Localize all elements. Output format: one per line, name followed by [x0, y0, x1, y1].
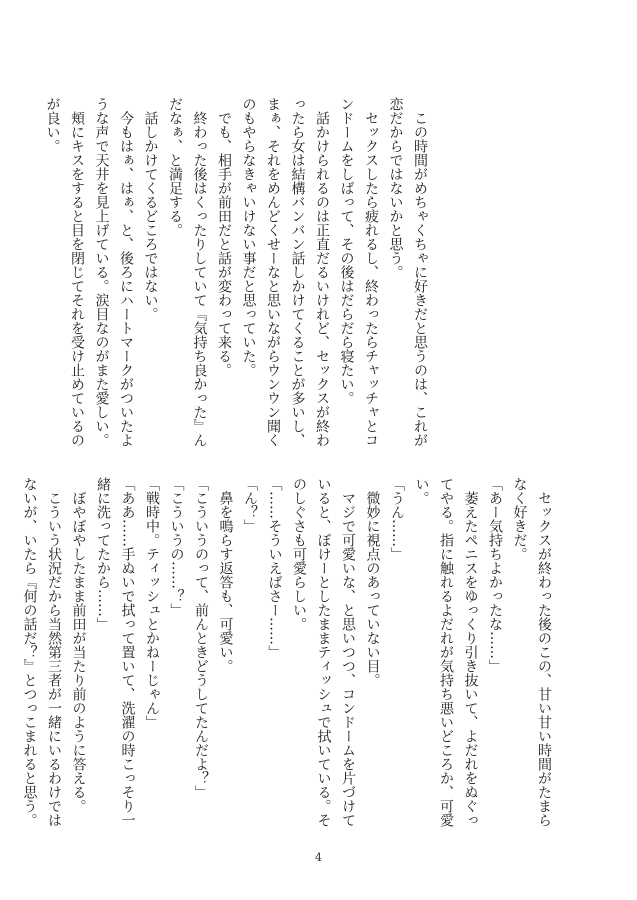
- text-line: でも、相手が前田だと話が変わって来る。: [216, 97, 232, 377]
- text-line: 「ああ……手ぬいで拭って置いて、洗濯の時こっそり一: [119, 477, 136, 827]
- text-line: こういう状況だから当然第三者が一緒にいるわけでは: [46, 477, 62, 827]
- text-line: 話かけられるのは正直だるいけれど、セックスが終わ: [314, 97, 330, 447]
- text-line: てやる。指に触れるよだれが気持ち悪いどころか、可愛: [438, 477, 454, 827]
- text-line: のもやらなきゃいけない事だと思っていた。: [240, 97, 257, 377]
- text-line: だなぁ、と満足する。: [167, 97, 183, 237]
- text-line: 今もはぁ、はぁ、と、後ろにハートマークがついたよ: [118, 97, 134, 447]
- text-line: 「戦時中。ティッシュとかねーじゃん」: [144, 477, 160, 729]
- text-line: セックスが終わった後のこの、甘い甘い時間がたまら: [536, 477, 552, 827]
- text-line: なく好きだ。: [511, 477, 528, 561]
- text-line: い。: [413, 477, 430, 505]
- text-line: マジで可愛いな、と思いつつ、コンドームを片づけて: [340, 477, 356, 827]
- text-line: 萎えたペニスをゆっくり引き抜いて、よだれをぬぐっ: [462, 477, 479, 827]
- text-line: 「うん……」: [389, 477, 405, 561]
- text-line: 微妙に視点のあっていない目。: [364, 477, 381, 687]
- text-line: 話しかけてくるどころではない。: [142, 97, 159, 321]
- text-line: この時間がめちゃくちゃに好きだと思うのは、これが: [412, 97, 428, 447]
- page-number: 4: [315, 851, 322, 864]
- text-line: ないが、いたら『何の話だ？』とつっこまれると思う。: [21, 477, 38, 827]
- bottom-text-block: [21, 477, 556, 832]
- text-line: いると、ぼけーとしたままティッシュで拭いている。そ: [315, 477, 332, 827]
- top-text-block: [44, 97, 432, 447]
- text-line: 頬にキスをすると目を閉じてそれを受け止めているの: [69, 97, 85, 447]
- text-line: セックスしたら疲れるし、終わったらチャッチャとコ: [363, 97, 379, 447]
- text-line: のしぐさも可愛らしい。: [291, 477, 307, 631]
- text-line: 「……そういえばさー……」: [266, 477, 283, 659]
- text-line: ンドームをしばって、その後はだらだら寝たい。: [338, 97, 355, 405]
- text-line: 鼻を鳴らす返答も、可愛い。: [217, 477, 234, 673]
- text-line: 「こういうの……？」: [168, 477, 185, 617]
- text-line: 「あー気持ちよかったな……」: [487, 477, 503, 673]
- text-line: 「ん？」: [242, 477, 258, 533]
- text-line: が良い。: [44, 97, 61, 153]
- text-line: 緒に洗ってたから……」: [95, 477, 111, 631]
- text-line: うな声で天井を見上げている。涙目なのがまた愛しい。: [93, 97, 110, 447]
- text-line: まぁ、それをめんどくせーなと思いながらウンウン聞く: [265, 97, 281, 447]
- text-line: 「こういうのって、前んときどうしてたんだよ？」: [193, 477, 209, 799]
- text-line: 終わった後はくったりしていて『気持ち良かった』ん: [191, 97, 208, 447]
- text-line: ったら女は結構バンバン話しかけてくることが多いし、: [289, 97, 306, 447]
- text-line: 恋だからではないかと思う。: [387, 97, 404, 279]
- text-line: ぼやぼやしたまま前田が当たり前のように答える。: [70, 477, 87, 813]
